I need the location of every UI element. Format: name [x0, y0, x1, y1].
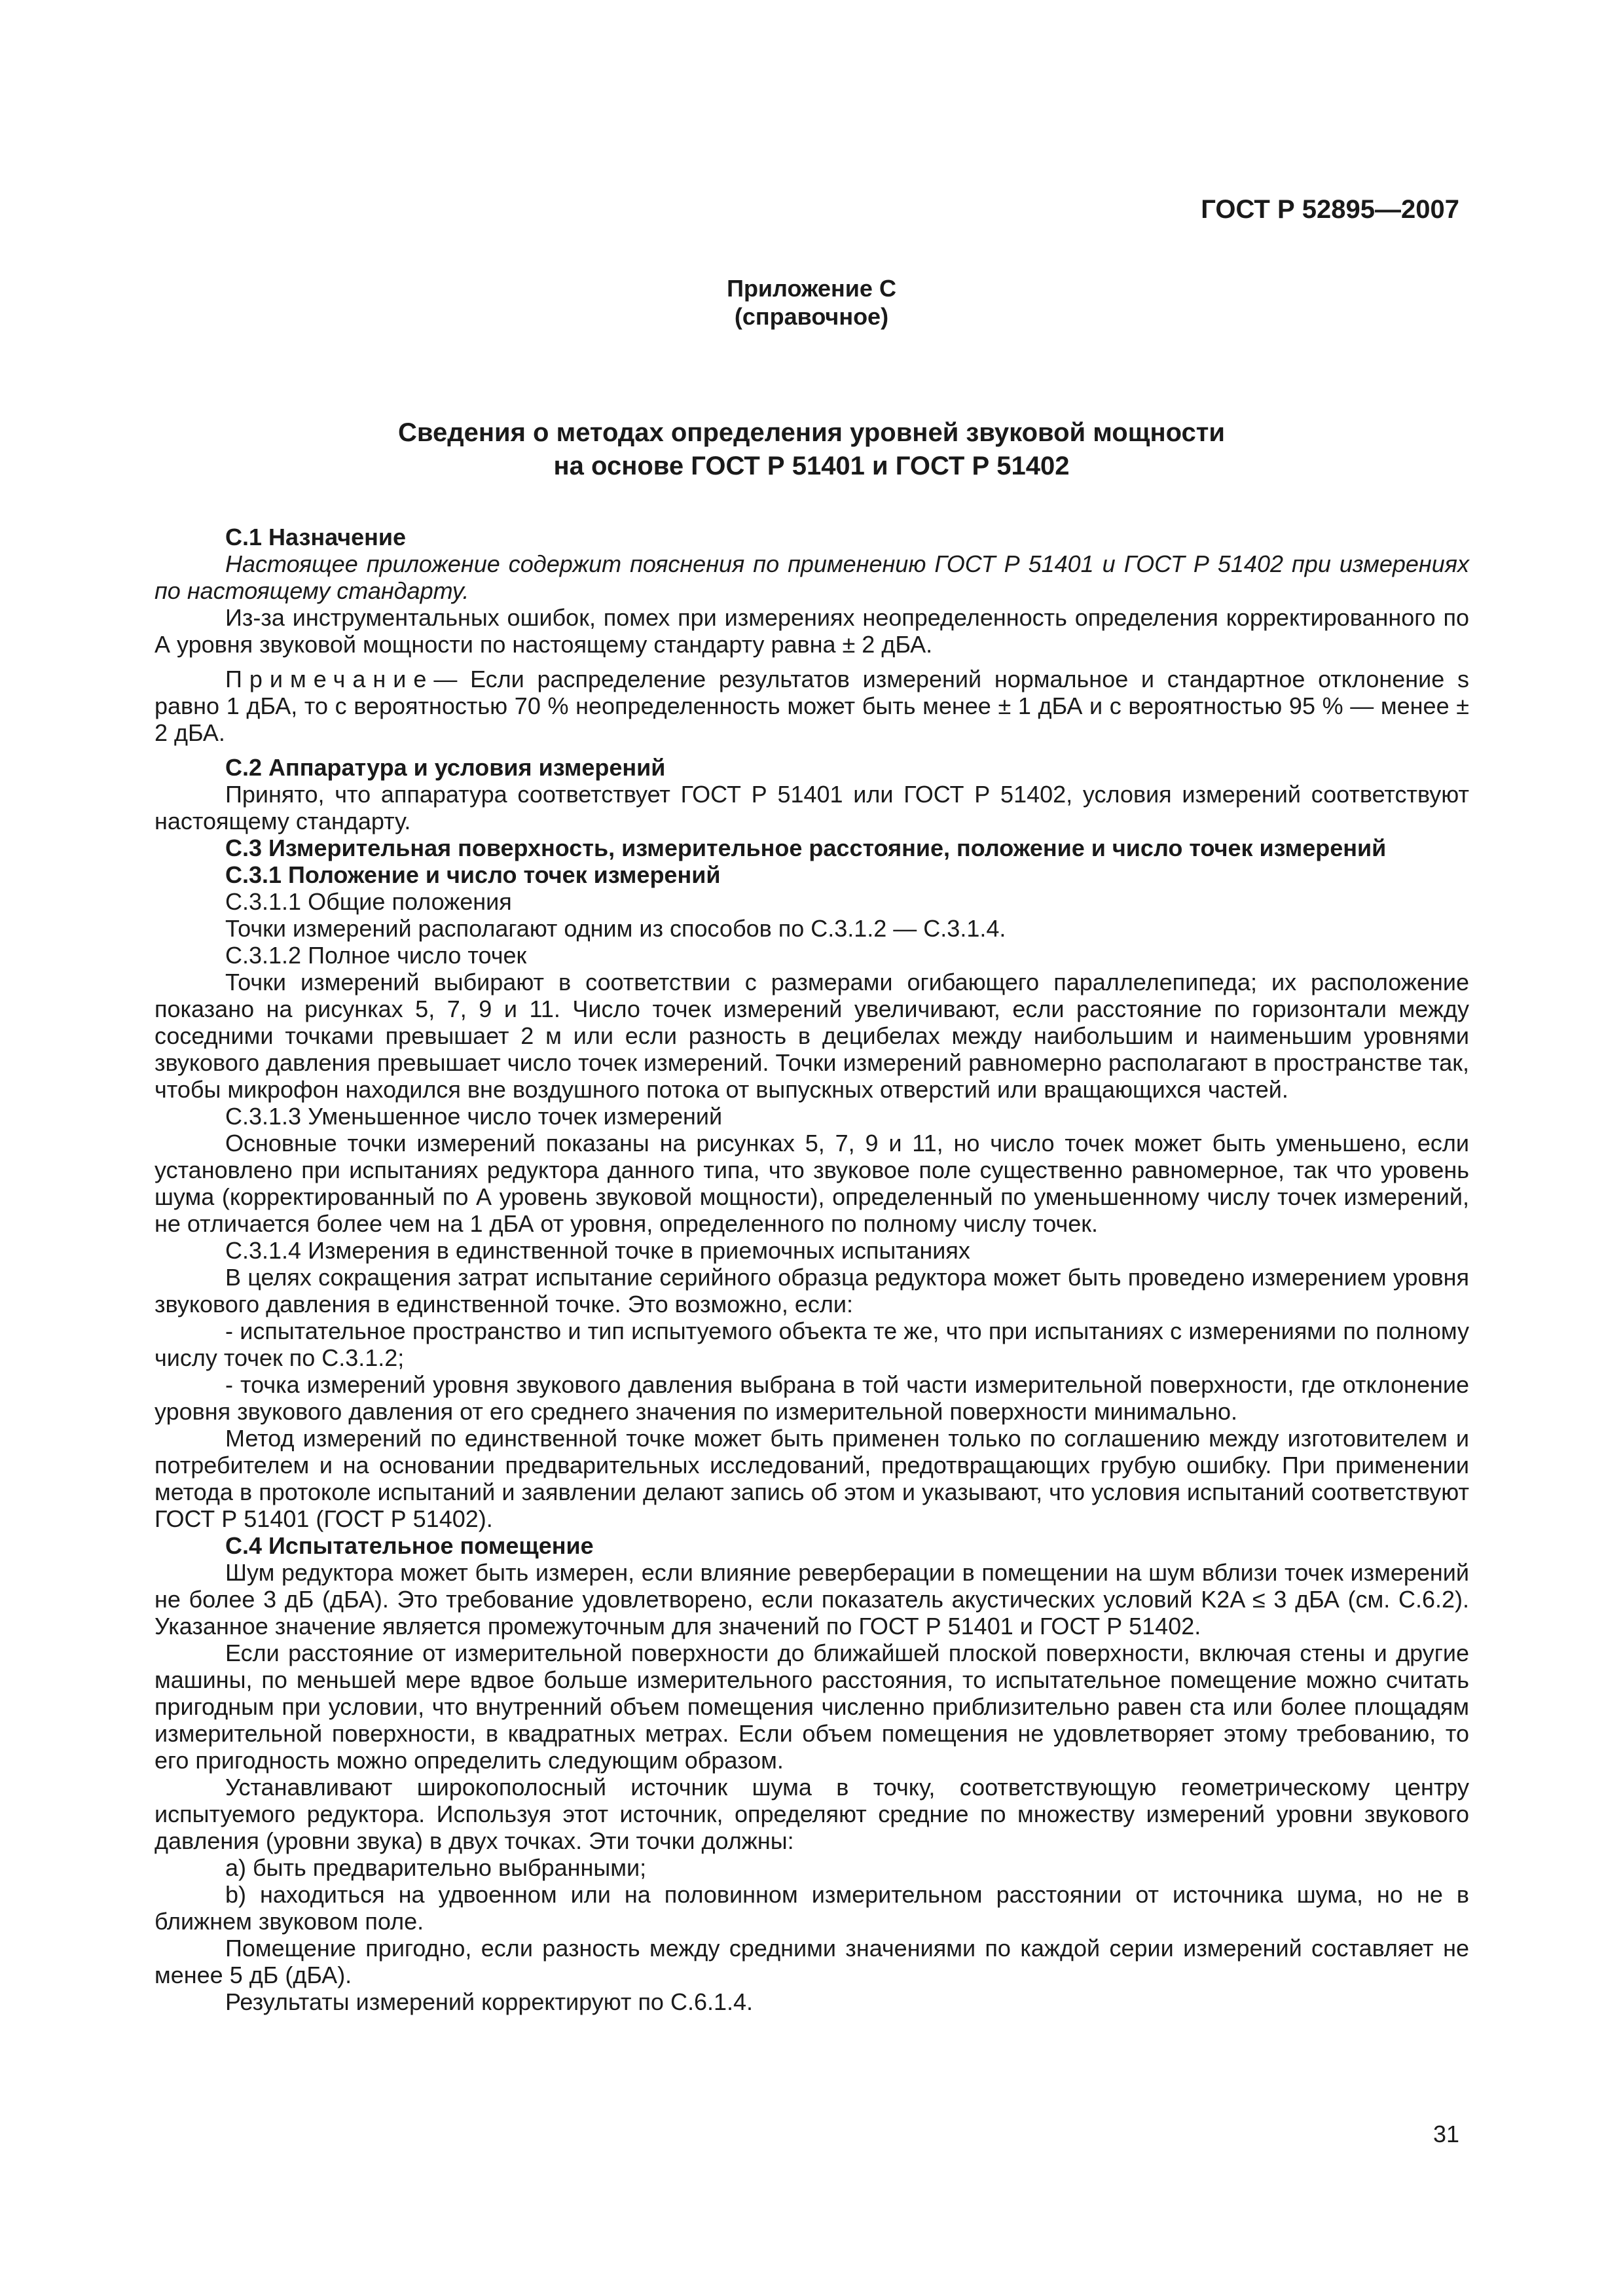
- document-header: ГОСТ Р 52895—2007: [1201, 195, 1459, 224]
- c311-text: Точки измерений располагают одним из способов по С.3.1.2 — С.3.1.4.: [225, 915, 1006, 942]
- document-body: [155, 524, 1469, 2015]
- section-c313-heading: С.3.1.3 Уменьшенное число точек измерений: [225, 1103, 723, 1130]
- c313-text: Основные точки измерений показаны на рисунках 5, 7, 9 и 11, но число точек может быть уменьшено, если установлено при испытаниях редуктора данного типа, что звуковое поле существенно равномерное, так что уровень шума (корректированный по А уровень звуковой мощности), определенный по уменьшенному числу точек измерений, не отличается более чем на 1 дБА от уровня, определенного по полному числу точек.: [155, 1130, 1469, 1237]
- main-title-line-1: Сведения о методах определения уровней звуковой мощности: [398, 418, 1225, 447]
- c312-text: Точки измерений выбирают в соответствии с размерами огибающего параллелепипеда; их расположение показано на рисунках 5, 7, 9 и 11. Число точек измерений увеличивают, если расстояние по горизонтали между соседними точками превышает 2 м или если разность в децибелах между наибольшим и наименьшим уровнями звукового давления превышает число точек измерений. Точки измерений равномерно располагают в пространстве так, чтобы микрофон находился вне воздушного потока от выпускных отверстий или вращающихся частей.: [155, 969, 1469, 1103]
- section-c4-heading: С.4 Испытательное помещение: [225, 1532, 594, 1559]
- page-number: 31: [1432, 2121, 1459, 2147]
- appendix-title: Приложение С: [727, 275, 896, 302]
- note-label: Примечание: [225, 666, 434, 692]
- section-c3-heading: С.3 Измерительная поверхность, измерительное расстояние, положение и число точек измерений: [225, 834, 1387, 861]
- c4-list-item-b: b) находиться на удвоенном или на половинном измерительном расстоянии от источника шума, но не в ближнем звуковом поле.: [155, 1881, 1469, 1935]
- c314-text: В целях сокращения затрат испытание серийного образца редуктора может быть проведено измерением уровня звукового давления в единственной точке. Это возможно, если:: [155, 1264, 1469, 1318]
- c1-note: [155, 666, 1469, 746]
- c1-paragraph-2: Из-за инструментальных ошибок, помех при измерениях неопределенность определения корректированного по А уровня звуковой мощности по настоящему стандарту равна ± 2 дБА.: [155, 604, 1469, 658]
- c4-list-item-a: а) быть предварительно выбранными;: [225, 1854, 647, 1881]
- main-title-line-2: на основе ГОСТ Р 51401 и ГОСТ Р 51402: [553, 452, 1070, 480]
- section-c1-heading: С.1 Назначение: [225, 524, 407, 550]
- section-c312-heading: С.3.1.2 Полное число точек: [225, 942, 527, 969]
- c4-paragraph-1: Шум редуктора может быть измерен, если влияние реверберации в помещении на шум вблизи точек измерений не более 3 дБ (дБА). Это требование удовлетворено, если показатель акустических условий K2A ≤ 3 дБА (см. С.6.2). Указанное значение является промежуточным для значений по ГОСТ Р 51401 и ГОСТ Р 51402.: [155, 1559, 1469, 1640]
- section-c2-heading: С.2 Аппаратура и условия измерений: [225, 754, 666, 781]
- c1-paragraph-1: Настоящее приложение содержит пояснения по применению ГОСТ Р 51401 и ГОСТ Р 51402 при измерениях по настоящему стандарту.: [155, 550, 1469, 604]
- section-c311-heading: С.3.1.1 Общие положения: [225, 888, 512, 915]
- c4-paragraph-2: Если расстояние от измерительной поверхности до ближайшей плоской поверхности, включая стены и другие машины, по меньшей мере вдвое больше измерительного расстояния, то испытательное помещение можно считать пригодным при условии, что внутренний объем помещения численно приблизительно равен ста или более площадям измерительной поверхности, в квадратных метрах. Если объем помещения не удовлетворяет этому требованию, то его пригодность можно определить следующим образом.: [155, 1640, 1469, 1774]
- section-c314-heading: С.3.1.4 Измерения в единственной точке в приемочных испытаниях: [225, 1237, 970, 1264]
- section-c31-heading: С.3.1 Положение и число точек измерений: [225, 861, 721, 888]
- c314-list-item-1: - испытательное пространство и тип испытуемого объекта те же, что при испытаниях с измерениями по полному числу точек по С.3.1.2;: [155, 1318, 1469, 1371]
- appendix-type: (справочное): [734, 303, 889, 330]
- c314-text-2: Метод измерений по единственной точке может быть применен только по соглашению между изготовителем и потребителем и на основании предварительных исследований, предотвращающих грубую ошибку. При применении метода в протоколе испытаний и заявлении делают запись об этом и указывают, что условия испытаний соответствуют ГОСТ Р 51401 (ГОСТ Р 51402).: [155, 1425, 1469, 1532]
- note-text: — Если распределение результатов измерений нормальное и стандартное отклонение s равно 1 дБА, то с вероятностью 70 % неопределенность может быть менее ± 1 дБА и с вероятностью 95 % — менее ± 2 дБА.: [155, 666, 1469, 746]
- c4-paragraph-4: Помещение пригодно, если разность между средними значениями по каждой серии измерений составляет не менее 5 дБ (дБА).: [155, 1935, 1469, 1988]
- c314-list-item-2: - точка измерений уровня звукового давления выбрана в той части измерительной поверхности, где отклонение уровня звукового давления от его среднего значения по измерительной поверхности минимально.: [155, 1371, 1469, 1425]
- c4-paragraph-5: Результаты измерений корректируют по С.6.1.4.: [225, 1988, 754, 2015]
- c4-paragraph-3: Устанавливают широкополосный источник шума в точку, соответствующую геометрическому центру испытуемого редуктора. Используя этот источник, определяют средние по множеству измерений уровни звукового давления (уровни звука) в двух точках. Эти точки должны:: [155, 1774, 1469, 1854]
- c2-paragraph-1: Принято, что аппаратура соответствует ГОСТ Р 51401 или ГОСТ Р 51402, условия измерений соответствуют настоящему стандарту.: [155, 781, 1469, 834]
